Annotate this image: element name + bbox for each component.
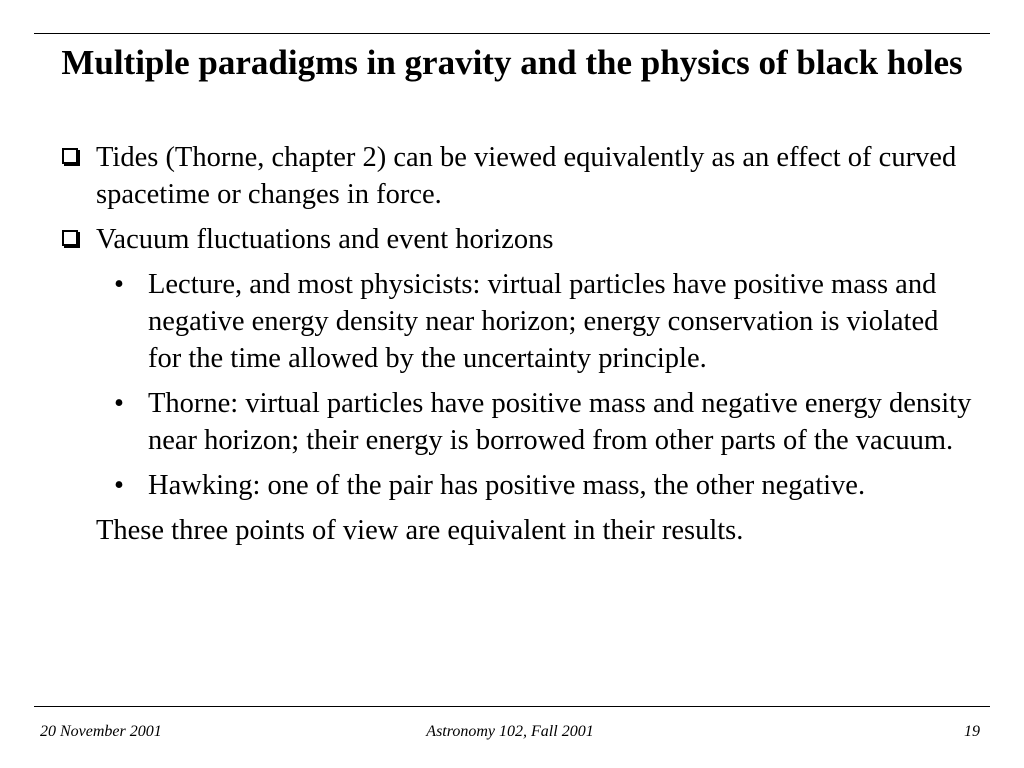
subbullet-lecture (114, 266, 978, 377)
bottom-rule (34, 706, 990, 707)
footer-course: Astronomy 102, Fall 2001 (426, 723, 594, 740)
footer-page-number: 19 (964, 723, 980, 740)
subbullet-text: Lecture, and most physicists: virtual particles have positive mass and negative energy density near horizon; energy conservation is violated for the time allowed by the uncertainty principle. (148, 269, 939, 374)
bullet-text: Vacuum fluctuations and event horizons (96, 224, 554, 255)
checkbox-bullet-icon (62, 148, 78, 164)
round-bullet-icon: • (114, 269, 124, 300)
bullet-tides (58, 139, 978, 213)
subbullet-text: Thorne: virtual particles have positive mass and negative energy density near horizon; their energy is borrowed from other parts of the vacuum. (148, 388, 972, 456)
bullet-text: Tides (Thorne, chapter 2) can be viewed equivalently as an effect of curved spacetime or changes in force. (96, 142, 957, 210)
slide-content (58, 139, 978, 549)
subbullet-hawking (114, 467, 978, 504)
round-bullet-icon: • (114, 470, 124, 501)
subbullet-text: Hawking: one of the pair has positive mass, the other negative. (148, 470, 866, 501)
top-rule (34, 33, 990, 34)
checkbox-bullet-icon (62, 230, 78, 246)
slide-title: Multiple paradigms in gravity and the physics of black holes (61, 43, 963, 82)
footer-date: 20 November 2001 (40, 723, 162, 740)
subbullet-thorne (114, 385, 978, 459)
summary-text: These three points of view are equivalent in their results. (96, 515, 744, 546)
round-bullet-icon: • (114, 388, 124, 419)
bullet-vacuum (58, 221, 978, 258)
